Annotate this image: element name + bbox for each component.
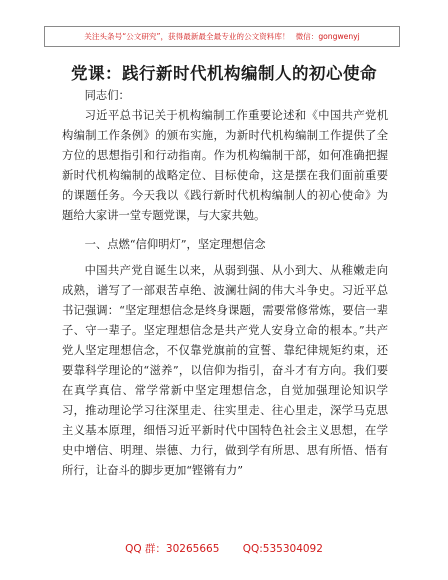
footer-qq-number: QQ:535304092 xyxy=(242,543,323,555)
banner-text: 关注头条号“公文研究”，获得最新最全最专业的公文资料库！ xyxy=(84,32,290,41)
document-title: 党课：践行新时代机构编制人的初心使命 xyxy=(71,64,377,83)
footer-qq-group: QQ 群：30265665 xyxy=(125,543,220,555)
section-heading: 一、点燃“信仰明灯”，坚定理想信念 xyxy=(84,238,266,251)
footer xyxy=(0,541,448,556)
section-paragraph: 中国共产党自诞生以来，从弱到强、从小到大、从稚嫩走向成熟，谱写了一部艰苦卓绝、波澜壮阔的伟大斗争史。习近平总书记强调：“坚定理想信念是终身课题，需要常修常炼，要信一辈子、守一辈子。坚定理想信念是共产党人安身立命的根本。”共产党人坚定理想信念，不仅靠党旗前的宣誓、靠纪律规矩约束，还要靠科学理论的“滋养”，以信仰为指引，奋斗才有方向。我们要在真学真信、常学常新中坚定理想信念，自觉加强理论知识学习，推动理论学习往深里走、往实里走、往心里走，深学马克思主义基本原理，细悟习近平新时代中国特色社会主义思想，在学史中增信、明理、崇德、力行，做到学有所思、思有所悟、悟有所行，让奋斗的脚步更加“铿锵有力” xyxy=(62,264,388,477)
salutation: 同志们： xyxy=(84,89,130,102)
header-banner xyxy=(44,26,400,47)
intro-paragraph: 习近平总书记关于机构编制工作重要论述和《中国共产党机构编制工作条例》的颁布实施，为新时代机构编制工作提供了全方位的思想指引和行动指南。作为机构编制干部，如何准确把握新时代机构编制的战略定位、目标使命，这是摆在我们面前重要的课题任务。今天我以《践行新时代机构编制人的初心使命》为题给大家讲一堂专题党课，与大家共勉。 xyxy=(62,109,388,222)
document-body xyxy=(62,86,388,481)
banner-wechat: 微信：gongwenyj xyxy=(295,32,360,41)
section-1 xyxy=(62,235,388,481)
